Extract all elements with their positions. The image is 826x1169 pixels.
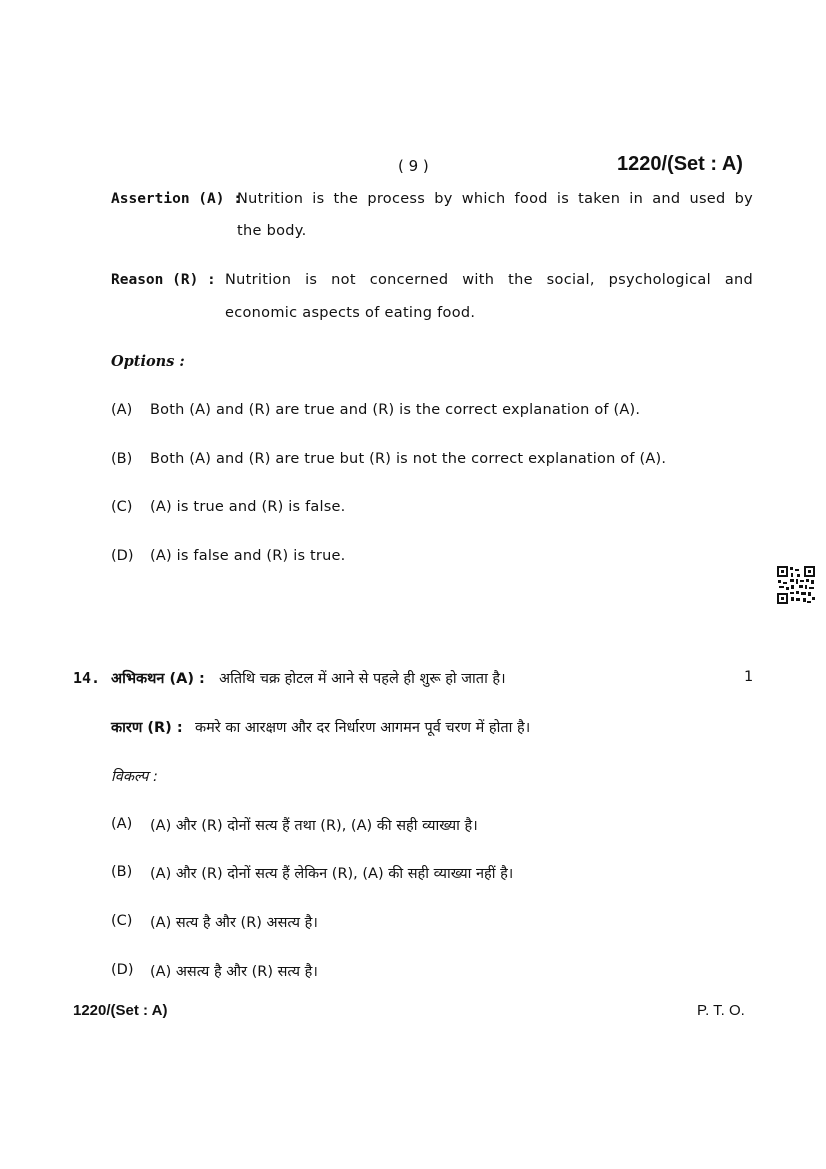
page-number: ( 9 ) bbox=[398, 157, 429, 175]
paper-code-header: 1220/(Set : A) bbox=[617, 153, 743, 175]
option-text-d: (A) is false and (R) is true. bbox=[150, 548, 346, 564]
option-text-a: Both (A) and (R) are true and (R) is the correct explanation of (A). bbox=[150, 402, 641, 418]
hindi-option-text-b: (A) और (R) दोनों सत्य हैं लेकिन (R), (A) की सही व्याख्या नहीं है। bbox=[150, 866, 514, 882]
hindi-assertion-label: अभिकथन (A) : bbox=[111, 671, 205, 687]
hindi-assertion-text: अतिथि चक्र होटल में आने से पहले ही शुरू हो जाता है। bbox=[219, 671, 506, 687]
hindi-option-text-a: (A) और (R) दोनों सत्य हैं तथा (R), (A) की सही व्याख्या है। bbox=[150, 818, 478, 834]
hindi-option-key-c: (C) bbox=[111, 913, 133, 929]
assertion-label: Assertion (A) : bbox=[111, 191, 242, 207]
assertion-text-line-2: the body. bbox=[237, 223, 307, 239]
option-key-b: (B) bbox=[111, 451, 133, 467]
hindi-option-key-d: (D) bbox=[111, 962, 134, 978]
question-marks: 1 bbox=[744, 669, 754, 685]
question-number: 14. bbox=[73, 669, 101, 687]
options-label: Options : bbox=[111, 353, 185, 370]
paper-code-footer: 1220/(Set : A) bbox=[73, 1002, 168, 1019]
option-key-a: (A) bbox=[111, 402, 133, 418]
hindi-reason-text: कमरे का आरक्षण और दर निर्धारण आगमन पूर्व चरण में होता है। bbox=[195, 720, 531, 736]
option-key-c: (C) bbox=[111, 499, 133, 515]
option-text-c: (A) is true and (R) is false. bbox=[150, 499, 346, 515]
hindi-option-text-d: (A) असत्य है और (R) सत्य है। bbox=[150, 964, 318, 980]
qr-code-icon bbox=[777, 566, 815, 604]
hindi-option-text-c: (A) सत्य है और (R) असत्य है। bbox=[150, 915, 318, 931]
pto-label: P. T. O. bbox=[697, 1002, 745, 1019]
hindi-option-key-b: (B) bbox=[111, 864, 133, 880]
hindi-options-label: विकल्प : bbox=[111, 769, 158, 785]
reason-text-line-2: economic aspects of eating food. bbox=[225, 305, 476, 321]
hindi-option-key-a: (A) bbox=[111, 816, 133, 832]
option-key-d: (D) bbox=[111, 548, 134, 564]
reason-text-line-1: Nutrition is not concerned with the social, psychological and bbox=[225, 272, 753, 288]
option-text-b: Both (A) and (R) are true but (R) is not the correct explanation of (A). bbox=[150, 451, 667, 467]
assertion-text-line-1: Nutrition is the process by which food is taken in and used by bbox=[237, 191, 753, 207]
reason-label: Reason (R) : bbox=[111, 272, 216, 288]
hindi-reason-label: कारण (R) : bbox=[111, 720, 183, 736]
